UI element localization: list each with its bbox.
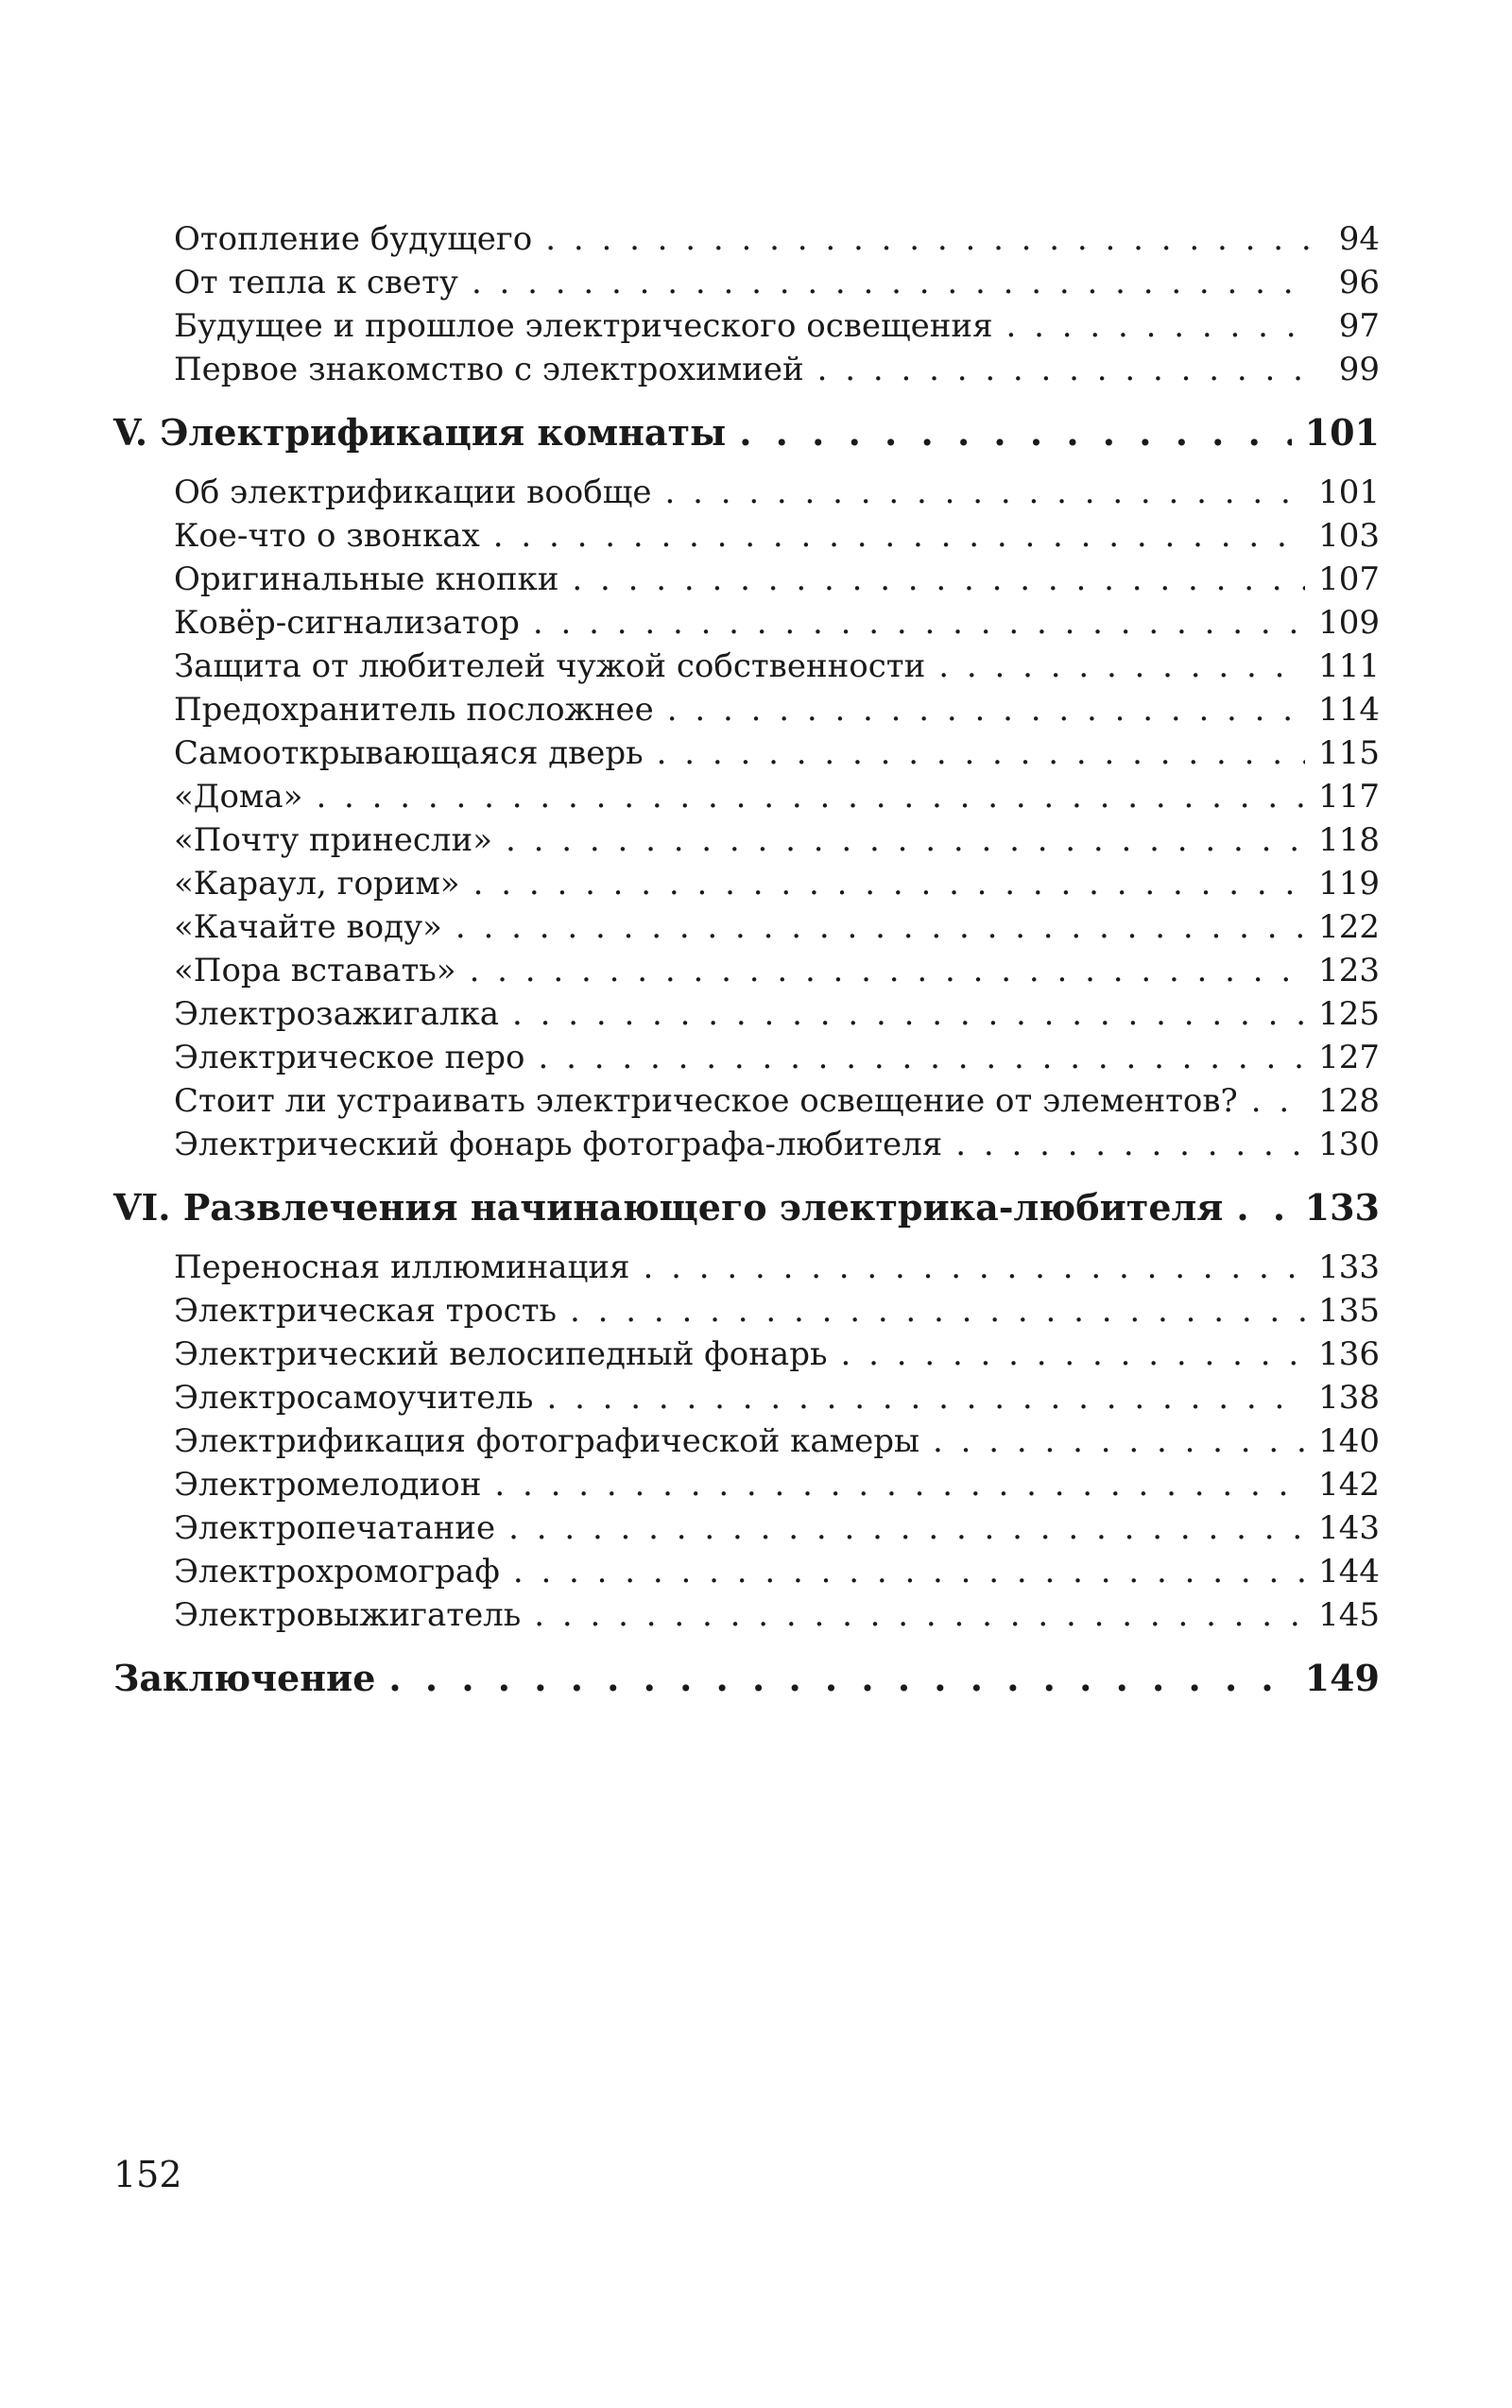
toc-entry-title: Отопление будущего (174, 220, 533, 258)
toc-entry-page: 111 (1318, 647, 1380, 685)
toc-entry-title: Электрозажигалка (174, 995, 499, 1033)
dot-leader (644, 1246, 1306, 1289)
toc-entry-title: От тепла к свету (174, 264, 458, 301)
toc-entry-page: 138 (1318, 1379, 1380, 1417)
dot-leader (533, 601, 1305, 645)
toc-entry-page: 119 (1318, 865, 1380, 903)
toc-chapter-title: V. Электрификация комнаты (113, 411, 727, 454)
toc-entry-page: 133 (1318, 1248, 1380, 1286)
toc-entry-page: 127 (1318, 1039, 1380, 1076)
dot-leader (938, 645, 1305, 688)
toc-entry-page: 144 (1318, 1553, 1380, 1591)
toc-entry[interactable] (113, 688, 1380, 731)
toc-entry-page: 142 (1318, 1466, 1380, 1504)
toc-entry-page: 118 (1318, 821, 1380, 859)
dot-leader (570, 1289, 1305, 1333)
dot-leader (817, 348, 1310, 391)
dot-leader (546, 1376, 1305, 1419)
dot-leader (512, 992, 1305, 1036)
dot-leader (1251, 1079, 1305, 1123)
dot-leader (316, 775, 1305, 818)
toc-entry[interactable] (113, 514, 1380, 558)
toc-entry[interactable] (113, 1376, 1380, 1419)
dot-leader (455, 905, 1305, 949)
toc-entry-page: 136 (1318, 1335, 1380, 1373)
toc-entry[interactable] (113, 304, 1380, 348)
table-of-contents (113, 217, 1380, 1716)
toc-entry-title: Электровыжигатель (174, 1596, 522, 1634)
toc-entry[interactable] (113, 1036, 1380, 1079)
toc-entry-title: «Почту принесли» (174, 821, 492, 859)
toc-entry-page: 109 (1318, 604, 1380, 642)
dot-leader (539, 1036, 1306, 1079)
toc-entry[interactable] (113, 601, 1380, 645)
toc-entry-title: Стоит ли устраивать электрическое освещение от элементов? (174, 1082, 1238, 1120)
toc-conclusion[interactable] (113, 1650, 1380, 1707)
toc-entry-page: 145 (1318, 1596, 1380, 1634)
toc-entry[interactable] (113, 862, 1380, 905)
dot-leader (1006, 304, 1310, 348)
dot-leader (667, 688, 1305, 731)
toc-chapter-6[interactable] (113, 1179, 1380, 1236)
toc-entry[interactable] (113, 1506, 1380, 1550)
page-number: 152 (113, 2154, 182, 2195)
toc-entry[interactable] (113, 348, 1380, 391)
toc-chapter-page: 133 (1304, 1186, 1380, 1229)
toc-entry-title: Электросамоучитель (174, 1379, 534, 1417)
toc-entry[interactable] (113, 949, 1380, 992)
dot-leader (388, 1650, 1291, 1707)
toc-entry[interactable] (113, 1079, 1380, 1123)
toc-entry-title: Электрическая трость (174, 1292, 558, 1330)
toc-entry-page: 123 (1318, 952, 1380, 989)
dot-leader (739, 404, 1291, 461)
toc-entry-page: 115 (1318, 734, 1380, 772)
dot-leader (572, 558, 1305, 601)
toc-entry-page: 97 (1338, 307, 1380, 345)
toc-entry-title: Переносная иллюминация (174, 1248, 630, 1286)
toc-entry-page: 117 (1318, 778, 1380, 816)
dot-leader (1236, 1179, 1291, 1236)
toc-entry-page: 125 (1318, 995, 1380, 1033)
toc-entry-page: 103 (1318, 517, 1380, 555)
toc-entry-page: 143 (1318, 1509, 1380, 1547)
toc-entry[interactable] (113, 1246, 1380, 1289)
toc-entry[interactable] (113, 217, 1380, 261)
toc-entry[interactable] (113, 1333, 1380, 1376)
toc-entry-title: Самооткрывающаяся дверь (174, 734, 644, 772)
dot-leader (545, 217, 1310, 261)
toc-entry-title: Защита от любителей чужой собственности (174, 647, 926, 685)
toc-entry-title: Электропечатание (174, 1509, 496, 1547)
dot-leader (506, 818, 1305, 862)
toc-entry-title: Электрохромограф (174, 1553, 500, 1591)
toc-entry-page: 96 (1338, 264, 1380, 301)
toc-entry[interactable] (113, 558, 1380, 601)
toc-entry[interactable] (113, 1289, 1380, 1333)
toc-entry-page: 107 (1318, 560, 1380, 598)
toc-entry-title: Об электрификации вообще (174, 473, 652, 511)
toc-entry-page: 114 (1318, 691, 1380, 729)
dot-leader (472, 261, 1310, 304)
dot-leader (494, 1463, 1305, 1506)
dot-leader (664, 471, 1305, 514)
dot-leader (470, 949, 1306, 992)
toc-entry-page: 130 (1318, 1126, 1380, 1163)
toc-entry[interactable] (113, 818, 1380, 862)
toc-entry-title: Оригинальные кнопки (174, 560, 559, 598)
toc-entry-page: 128 (1318, 1082, 1380, 1120)
dot-leader (513, 1550, 1305, 1593)
toc-entry-title: Электрический фонарь фотографа-любителя (174, 1126, 943, 1163)
toc-entry-page: 101 (1318, 473, 1380, 511)
toc-entry[interactable] (113, 1123, 1380, 1166)
toc-entry-title: Кое-что о звонках (174, 517, 480, 555)
toc-entry[interactable] (113, 1593, 1380, 1637)
toc-entry-title: Будущее и прошлое электрического освещения (174, 307, 993, 345)
toc-entry-page: 99 (1338, 351, 1380, 388)
toc-entry[interactable] (113, 905, 1380, 949)
toc-chapter-page: 149 (1304, 1657, 1380, 1699)
dot-leader (508, 1506, 1305, 1550)
dot-leader (933, 1419, 1305, 1463)
toc-entry-page: 122 (1318, 908, 1380, 946)
toc-entry[interactable] (113, 261, 1380, 304)
toc-chapter-title: Заключение (113, 1657, 376, 1699)
toc-chapter-page: 101 (1304, 411, 1380, 454)
toc-entry[interactable] (113, 645, 1380, 688)
toc-entry-title: Электрификация фотографической камеры (174, 1422, 920, 1460)
toc-entry-title: Предохранитель посложнее (174, 691, 654, 729)
toc-entry-title: Электрическое перо (174, 1039, 525, 1076)
toc-entry-title: Ковёр-сигнализатор (174, 604, 520, 642)
toc-entry[interactable] (113, 992, 1380, 1036)
toc-entry-title: «Пора вставать» (174, 952, 456, 989)
dot-leader (840, 1333, 1305, 1376)
toc-entry[interactable] (113, 731, 1380, 775)
dot-leader (473, 862, 1305, 905)
toc-chapter-title: VI. Развлечения начинающего электрика-любителя (113, 1186, 1224, 1229)
dot-leader (955, 1123, 1305, 1166)
toc-entry-title: «Караул, горим» (174, 865, 460, 903)
toc-entry[interactable] (113, 1550, 1380, 1593)
toc-entry-page: 135 (1318, 1292, 1380, 1330)
toc-entry[interactable] (113, 775, 1380, 818)
toc-entry[interactable] (113, 1419, 1380, 1463)
toc-chapter-5[interactable] (113, 404, 1380, 461)
dot-leader (657, 731, 1305, 775)
toc-entry-title: Первое знакомство с электрохимией (174, 351, 804, 388)
toc-entry-title: «Качайте воду» (174, 908, 442, 946)
toc-entry-title: Электромелодион (174, 1466, 482, 1504)
toc-entry-page: 140 (1318, 1422, 1380, 1460)
toc-entry-page: 94 (1338, 220, 1380, 258)
toc-entry-title: Электрический велосипедный фонарь (174, 1335, 828, 1373)
dot-leader (534, 1593, 1305, 1637)
toc-entry[interactable] (113, 1463, 1380, 1506)
dot-leader (493, 514, 1305, 558)
toc-entry-title: «Дома» (174, 778, 303, 816)
toc-entry[interactable] (113, 471, 1380, 514)
